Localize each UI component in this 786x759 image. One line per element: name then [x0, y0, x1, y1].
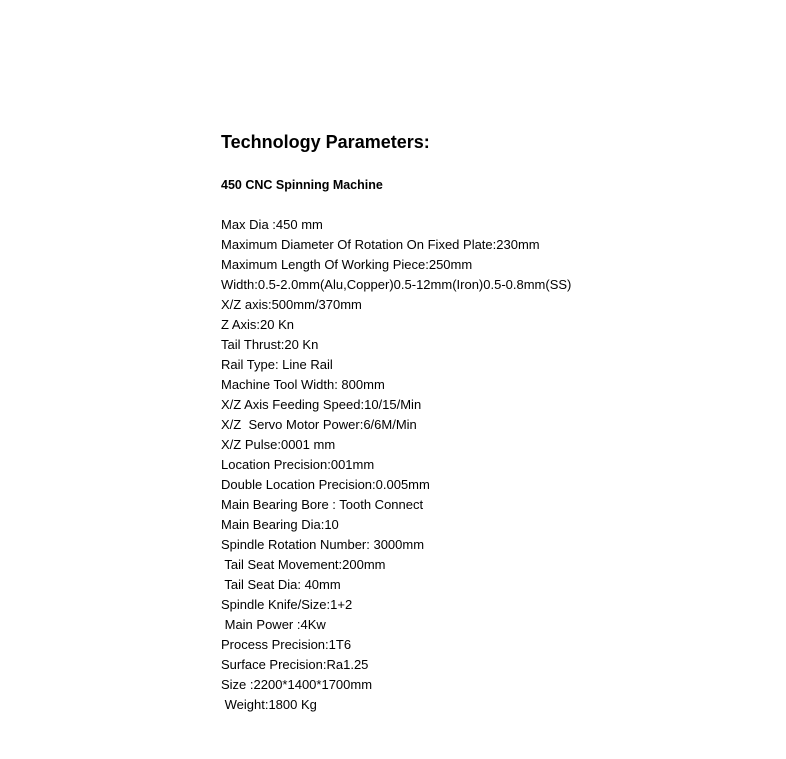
- parameter-line: X/Z Servo Motor Power:6/6M/Min: [221, 417, 417, 432]
- parameter-line: Process Precision:1T6: [221, 637, 352, 652]
- parameter-line: Double Location Precision:0.005mm: [221, 477, 430, 492]
- parameter-line: Surface Precision:Ra1.25: [221, 657, 369, 672]
- machine-name-heading: 450 CNC Spinning Machine: [221, 178, 383, 192]
- parameter-line: Spindle Knife/Size:1+2: [221, 597, 353, 612]
- parameter-line: Maximum Diameter Of Rotation On Fixed Plate:230mm: [221, 237, 540, 252]
- parameter-line: Spindle Rotation Number: 3000mm: [221, 537, 425, 552]
- parameter-line: Rail Type: Line Rail: [221, 357, 333, 372]
- parameter-line: Machine Tool Width: 800mm: [221, 377, 385, 392]
- parameter-line: Weight:1800 Kg: [221, 697, 317, 712]
- parameter-line: Main Power :4Kw: [221, 617, 326, 632]
- parameter-line: Tail Seat Movement:200mm: [221, 557, 386, 572]
- parameter-line: X/Z axis:500mm/370mm: [221, 297, 362, 312]
- parameter-line: Tail Seat Dia: 40mm: [221, 577, 341, 592]
- parameter-line: Max Dia :450 mm: [221, 217, 323, 232]
- parameter-line: Z Axis:20 Kn: [221, 317, 294, 332]
- parameter-line: Width:0.5-2.0mm(Alu,Copper)0.5-12mm(Iron)0.5-0.8mm(SS): [221, 277, 572, 292]
- parameter-line: X/Z Axis Feeding Speed:10/15/Min: [221, 397, 422, 412]
- parameter-line: X/Z Pulse:0001 mm: [221, 437, 336, 452]
- parameter-line: Main Bearing Dia:10: [221, 517, 339, 532]
- parameter-line: Location Precision:001mm: [221, 457, 375, 472]
- parameter-list: [221, 215, 571, 715]
- parameter-line: Main Bearing Bore : Tooth Connect: [221, 497, 424, 512]
- parameter-line: Maximum Length Of Working Piece:250mm: [221, 257, 473, 272]
- page-title: Technology Parameters:: [221, 132, 430, 152]
- parameter-line: Size :2200*1400*1700mm: [221, 677, 373, 692]
- parameter-line: Tail Thrust:20 Kn: [221, 337, 319, 352]
